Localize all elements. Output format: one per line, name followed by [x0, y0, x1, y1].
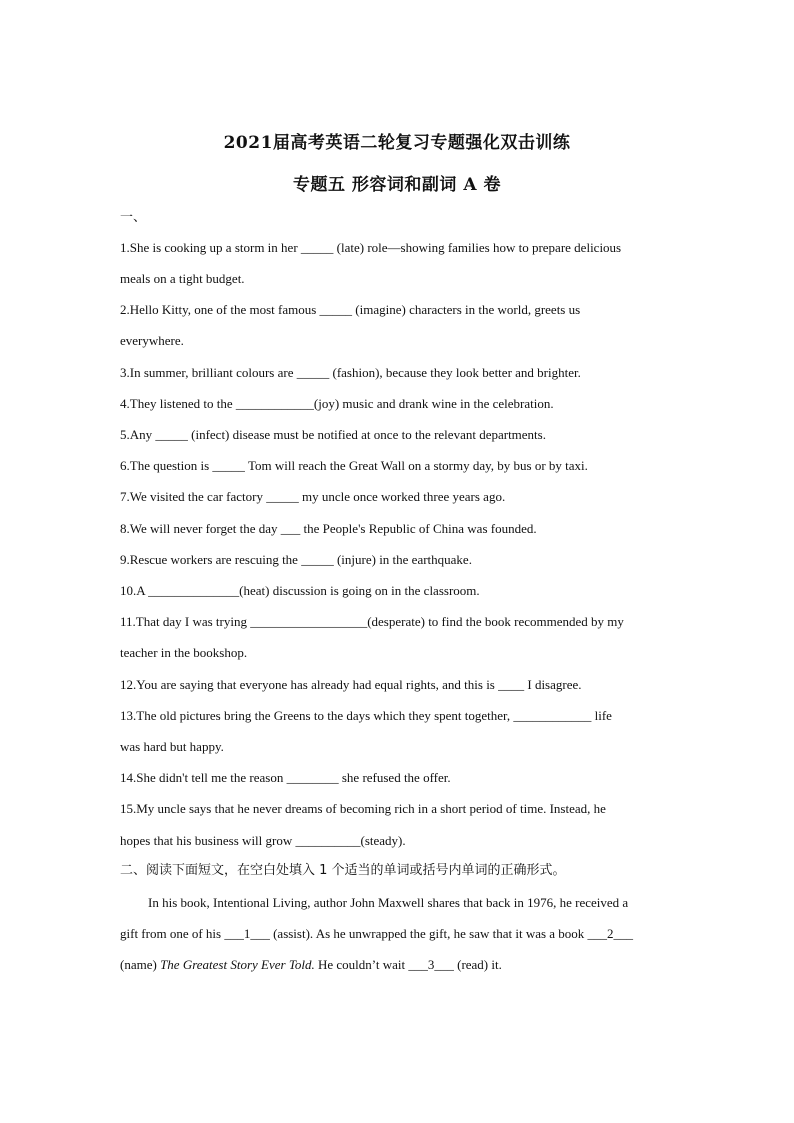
question-line: 2.Hello Kitty, one of the most famous _____ (imagine) characters in the world, greets us — [120, 302, 581, 317]
document-title: 2021届高考英语二轮复习专题强化双击训练 — [223, 133, 571, 153]
book-title: The Greatest Story Ever Told. — [160, 957, 315, 972]
question-line: 12.You are saying that everyone has already had equal rights, and this is ____ I disagree. — [120, 677, 582, 692]
question-line: 4.They listened to the ____________(joy) music and drank wine in the celebration. — [120, 396, 554, 411]
section-one-label: 一、 — [120, 210, 147, 225]
question-line: 14.She didn't tell me the reason ________ she refused the offer. — [120, 770, 451, 785]
document-subtitle: 专题五 形容词和副词 A 卷 — [293, 175, 501, 195]
question-line: 1.She is cooking up a storm in her _____ (late) role—showing families how to prepare delicious — [120, 240, 622, 255]
question-line: 6.The question is _____ Tom will reach the Great Wall on a stormy day, by bus or by taxi. — [120, 458, 588, 473]
question-line: 3.In summer, brilliant colours are _____ (fashion), because they look better and brighter. — [120, 365, 581, 380]
question-line: teacher in the bookshop. — [120, 645, 248, 660]
section-two-instruction: 二、阅读下面短文，在空白处填入 1 个适当的单词或括号内单词的正确形式。 — [120, 863, 566, 878]
question-line: was hard but happy. — [120, 739, 224, 754]
question-line: 15.My uncle says that he never dreams of becoming rich in a short period of time. Instead, he — [120, 801, 606, 816]
question-line: meals on a tight budget. — [120, 271, 245, 286]
question-line: 9.Rescue workers are rescuing the _____ (injure) in the earthquake. — [120, 552, 472, 567]
question-line: hopes that his business will grow __________(steady). — [120, 833, 406, 848]
question-line: 10.A ______________(heat) discussion is going on in the classroom. — [120, 583, 480, 598]
question-line: everywhere. — [120, 333, 184, 348]
question-line: 11.That day I was trying __________________(desperate) to find the book recommended by my — [120, 614, 624, 629]
question-line: 13.The old pictures bring the Greens to the days which they spent together, ____________ life — [120, 708, 612, 723]
question-line: 8.We will never forget the day ___ the People's Republic of China was founded. — [120, 521, 537, 536]
passage-line: gift from one of his ___1___ (assist). As he unwrapped the gift, he saw that it was a book ___2___ — [120, 926, 634, 941]
passage-line: In his book, Intentional Living, author John Maxwell shares that back in 1976, he received a — [148, 895, 629, 910]
question-line: 7.We visited the car factory _____ my uncle once worked three years ago. — [120, 489, 506, 504]
question-line: 5.Any _____ (infect) disease must be notified at once to the relevant departments. — [120, 427, 546, 442]
passage-line — [120, 957, 680, 973]
passage-text: He couldn’t wait ___3___ (read) it. — [314, 957, 502, 972]
passage-text: (name) — [120, 957, 161, 972]
